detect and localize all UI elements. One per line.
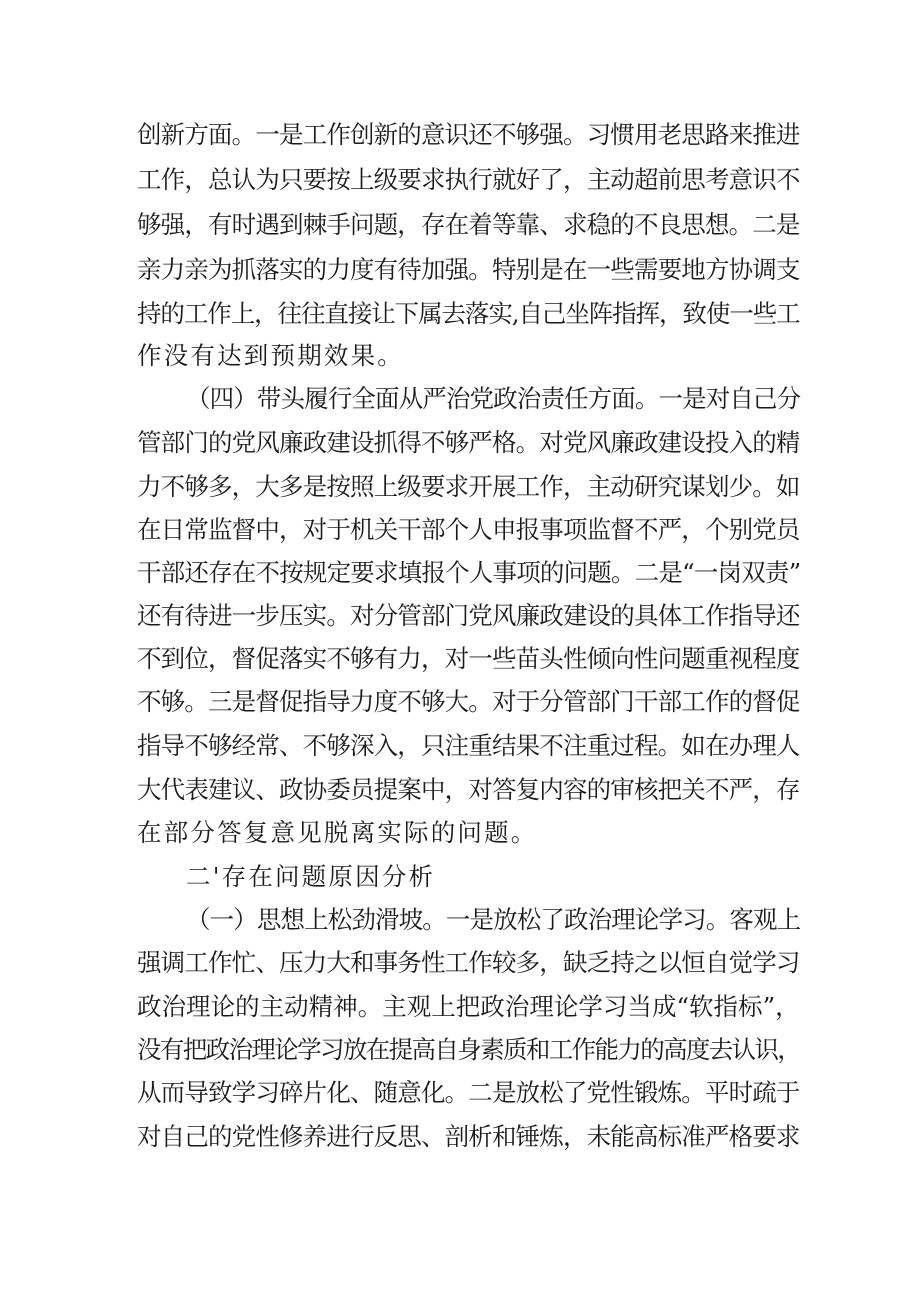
- text-line: 在部分答复意见脱离实际的问题。: [137, 818, 538, 847]
- text-line: 不到位，督促落实不够有力，对一些苗头性倾向性问题重视程度: [137, 644, 800, 673]
- text-line: 不够。三是督促指导力度不够大。对于分管部门干部工作的督促: [137, 687, 800, 716]
- text-line: 还有待进一步压实。对分管部门党风廉政建设的具体工作指导还: [137, 601, 800, 630]
- text-line: 干部还存在不按规定要求填报个人事项的问题。二是“一岗双责”: [137, 558, 801, 587]
- text-line: 指导不够经常、不够深入，只注重结果不注重过程。如在办理人: [137, 731, 800, 760]
- text-line: 在日常监督中，对于机关干部个人申报事项监督不严，个别党员: [137, 515, 800, 544]
- text-line: 政治理论的主动精神。主观上把政治理论学习当成“软指标”，: [137, 992, 800, 1021]
- text-line: 对自己的党性修养进行反思、剖析和锤炼，未能高标准严格要求: [137, 1122, 800, 1151]
- text-line: 力不够多，大多是按照上级要求开展工作，主动研究谋划少。如: [137, 472, 800, 501]
- text-line: 没有把政治理论学习放在提高自身素质和工作能力的高度去认识，: [137, 1035, 801, 1064]
- text-line: 大代表建议、政协委员提案中，对答复内容的审核把关不严，存: [137, 775, 800, 804]
- section-heading: （四）带头履行全面从严治党政治责任方面。一是对自己分: [186, 384, 801, 413]
- text-line: 作没有达到预期效果。: [137, 341, 404, 370]
- section-heading: 二'存在问题原因分析: [186, 862, 436, 891]
- text-line: 创新方面。一是工作创新的意识还不够强。习惯用老思路来推进: [137, 120, 800, 149]
- text-line: 持的工作上，往往直接让下属去落实,自己坐阵指挥，致使一些工: [137, 299, 800, 328]
- text-line: 强调工作忙、压力大和事务性工作较多，缺乏持之以恒自觉学习: [137, 948, 800, 977]
- text-line: 够强，有时遇到棘手问题，存在着等靠、求稳的不良思想。二是: [137, 210, 800, 239]
- text-line: 工作，总认为只要按上级要求执行就好了，主动超前思考意识不: [137, 165, 800, 194]
- text-line: 从而导致学习碎片化、随意化。二是放松了党性锻炼。平时疏于: [137, 1078, 800, 1107]
- text-line: 亲力亲为抓落实的力度有待加强。特别是在一些需要地方协调支: [137, 255, 800, 284]
- text-line: 管部门的党风廉政建设抓得不够严格。对党风廉政建设投入的精: [137, 428, 800, 457]
- section-heading: （一）思想上松劲滑坡。一是放松了政治理论学习。客观上: [186, 905, 801, 934]
